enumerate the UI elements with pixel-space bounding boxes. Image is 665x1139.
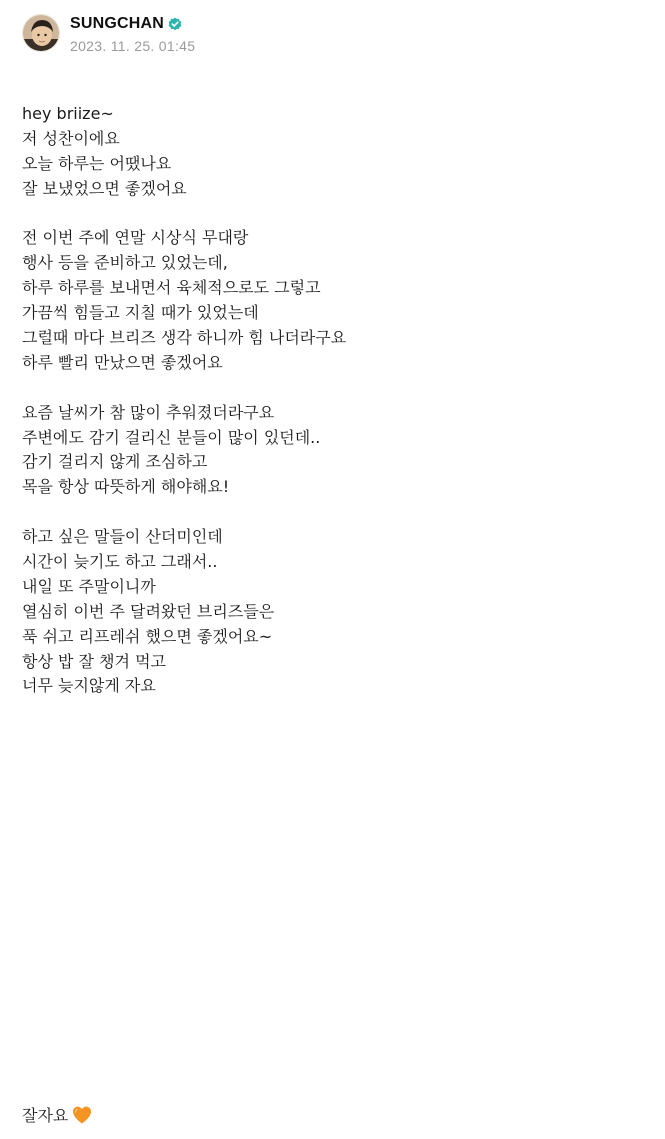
post-body [22,102,642,699]
post-line: 잘 보냈었으면 좋겠어요 [22,178,187,198]
post-line: 전 이번 주에 연말 시상식 무대랑 [22,228,249,248]
post-line: 시간이 늦기도 하고 그래서.. [22,552,218,572]
post-signoff [22,1103,93,1126]
post-line: 항상 밥 잘 챙겨 먹고 [22,651,166,671]
avatar[interactable] [22,14,60,52]
paragraph-spacer [22,500,642,525]
post-header [22,14,195,58]
author-row [70,14,195,34]
post-line: 하루 하루를 보내면서 육체적으로도 그렇고 [22,278,321,298]
post-line: 감기 걸리지 않게 조심하고 [22,452,208,472]
post-line: 목을 항상 따뜻하게 해야해요! [22,477,230,497]
post-line: 주변에도 감기 걸리신 분들이 많이 있던데.. [22,427,321,447]
post-line: 오늘 하루는 어땠나요 [22,153,172,173]
post-line: 요즘 날씨가 참 많이 추워졌더라구요 [22,402,275,422]
post-line: 내일 또 주말이니까 [22,576,156,596]
post-line: 열심히 이번 주 달려왔던 브리즈들은 [22,601,275,621]
post-line: 하고 싶은 말들이 산더미인데 [22,527,223,547]
post-line: 그럴때 마다 브리즈 생각 하니까 힘 나더라구요 [22,328,347,348]
post-line: 행사 등을 준비하고 있었는데, [22,253,228,273]
author-meta [70,14,195,54]
orange-heart-icon [71,1104,93,1126]
post-line: 하루 빨리 만났으면 좋겠어요 [22,352,223,372]
post-line: 가끔씩 힘들고 지칠 때가 있었는데 [22,303,259,323]
post-timestamp: 2023. 11. 25. 01:45 [70,38,196,54]
post-line: 푹 쉬고 리프레쉬 했으면 좋겠어요~ [22,626,273,646]
post-line: 너무 늦지않게 자요 [22,676,156,696]
verified-badge-icon [168,17,182,31]
paragraph-spacer [22,202,642,227]
paragraph-spacer [22,376,642,401]
post-line: hey briize~ [22,104,114,123]
post-line: 저 성찬이에요 [22,128,120,148]
signoff-text: 잘자요 [22,1106,69,1125]
username[interactable]: SUNGCHAN [70,15,165,32]
